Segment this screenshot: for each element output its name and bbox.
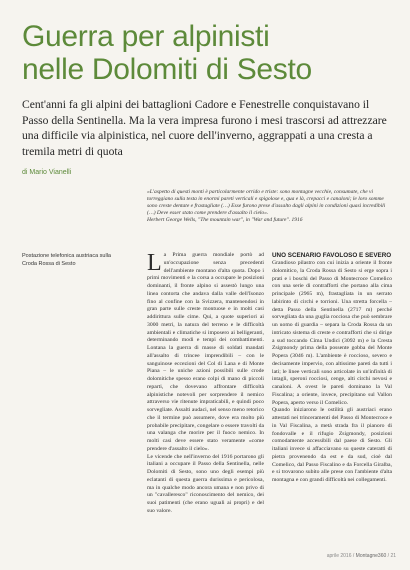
paragraph-text: a Prima guerra mondiale portò ad un'occupazione senza precedenti dell'ambiente montano d'alta quota. Dopo i primi movimenti e la corsa a occupare le posizioni dominanti, il fronte alpino si assestò lungo una linea contorta che andava dalla valle dell'Isonzo fino al confine con la Svizzera, mantenendosi in gran parte sulle creste montuose e in molti casi addirittura sulle cime. Qui, a quote superiori ai 3000 metri, la natura del terreno e le difficoltà ambientali e climatiche si imposero ai belligeranti, determinando modi e tempi dei combattimenti. Lontana la guerra di masse di soldati mandati all'assalto di trincee imprendibili – con le sanguinose eccezioni del Col di Lana e di Monte Piana – le uniche azioni possibili sulle crode dolomitiche spesso erano colpi di mano di piccoli reparti, che dovevano affrontare difficoltà alpinistiche notevoli per sorprendere il nemico attraverso vie ritenute impraticabili, e quindi poco sorvegliate. Assalti audaci, nel senso meno retorico che il termine può assumere, dove era molto più probabile precipitare, congelare o essere travolti da una valanga che morire per il fuoco nemico. In molti casi deve essere stato veramente «come prendere d'assalto il cielo». bbox=[147, 252, 264, 452]
body-paragraph: Quando iniziarono le ostilità gli austriaci erano attestati nei trinceramenti del Passo di Montecroce e in Val Fiscalina, a metà strada fra il pianoro di fondovalle e il rifugio Zsigmondy, posizioni comodamente accessibili dal paese di Sesto. Gli italiani invece si affacciavano su queste cateratti di pietra provenendo da est e da sud, cioè dal Comelico, dal Passo Fiscalino e da Forcella Giralba, e si trovarono subito alle prese con l'ambiente d'alta montagna e con grandi difficoltà nei collegamenti. bbox=[272, 407, 392, 483]
body-paragraph: Grandioso pilastro con cui inizia a oriente il fronte dolomitico, la Croda Rossa di Sesto si erge sopra i prati e i boschi del Passo di Montecroce Comelico con una serie di contrafforti che portano alla cima principale (2965 m), frastagliata in un serrato labirinto di circhi e torrioni. Una stretta forcella – detta Passo della Sentinella (2717 m) perché sorvegliata da una guglia rocciosa che può sembrare un uomo di guardia – separa la Croda Rossa da un intricato sistema di creste e contrafforti che si dirige a sud toccando Cima Undici (3092 m) e la Cresta Zsigmondy prima della possente gobba del Monte Popera (3046 m). L'ambiente è roccioso, severo e decisamente impervio, con altissime pareti da tutti i lati; le linee verticali sono articolate in un'infinità di intagli, speroni rocciosi, cenge, alti circhi nevosi e canaloni. A ovest le pareti dominano la Val Fiscalina; a oriente, invece, precipitano sul Vallon Popera, aperto verso il Comelico. bbox=[272, 260, 392, 406]
body-paragraph bbox=[147, 252, 264, 454]
byline: di Mario Vianelli bbox=[22, 169, 72, 176]
quote-author: Herbert George Wells, "The mountain war", in "War and future". 1916 bbox=[147, 217, 303, 223]
page-number: 21 bbox=[390, 553, 396, 559]
publication-name: Montagne360 bbox=[355, 553, 387, 559]
title-line-1: Guerra per alpinisti bbox=[22, 20, 270, 53]
quote-text: «L'aspetto di questi monti è particolarmente orrido e triste: sono montagne vecchie, consumate, che vi torreggiano sulla testa in enormi pareti verticali e spigolose e, qua e là, crepacci e canaloni; le loro somme sono creste dentate e frastagliate (…) Esse furono prese d'assalto dagli alpini in condizioni quasi incredibili (…) Deve esser stato come prendere d'assalto il cielo». bbox=[147, 189, 386, 216]
body-column-2 bbox=[272, 252, 392, 485]
issue-date: aprile 2016 bbox=[326, 553, 352, 559]
epigraph-quote bbox=[147, 189, 392, 224]
title-line-2: nelle Dolomiti di Sesto bbox=[22, 53, 312, 86]
body-paragraph: Le vicende che nell'inverno del 1916 portarono gli italiani a occupare il Passo della Sentinella, nelle Dolomiti di Sesto, sono uno degli esempi più eclatanti di questa guerra durissima e pericolosa, ma in qualche modo ancora umana e non privo di un "cavalleresco" riconoscimento del nemico, dei suoi patimenti (che erano uguali ai propri) e del suo valore. bbox=[147, 453, 264, 514]
page-footer: aprile 2016 / Montagne360 / 21 bbox=[326, 553, 396, 559]
article-title bbox=[22, 20, 402, 86]
photo-caption: Postazione telefonica austriaca sulla Croda Rossa di Sesto bbox=[22, 253, 111, 267]
article-subtitle: Cent'anni fa gli alpini dei battaglioni Cadore e Fenestrelle conquistavano il Passo della Sentinella. Ma la vera impresa furono i mesi trascorsi ad attrezzare una difficile via alpinistica, nel cuore dell'inverno, aggrappati a una cresta a tremila metri di quota bbox=[22, 98, 387, 158]
section-heading: UNO SCENARIO FAVOLOSO E SEVERO bbox=[272, 252, 392, 259]
body-column-1 bbox=[147, 252, 264, 516]
drop-cap: L bbox=[147, 250, 162, 276]
